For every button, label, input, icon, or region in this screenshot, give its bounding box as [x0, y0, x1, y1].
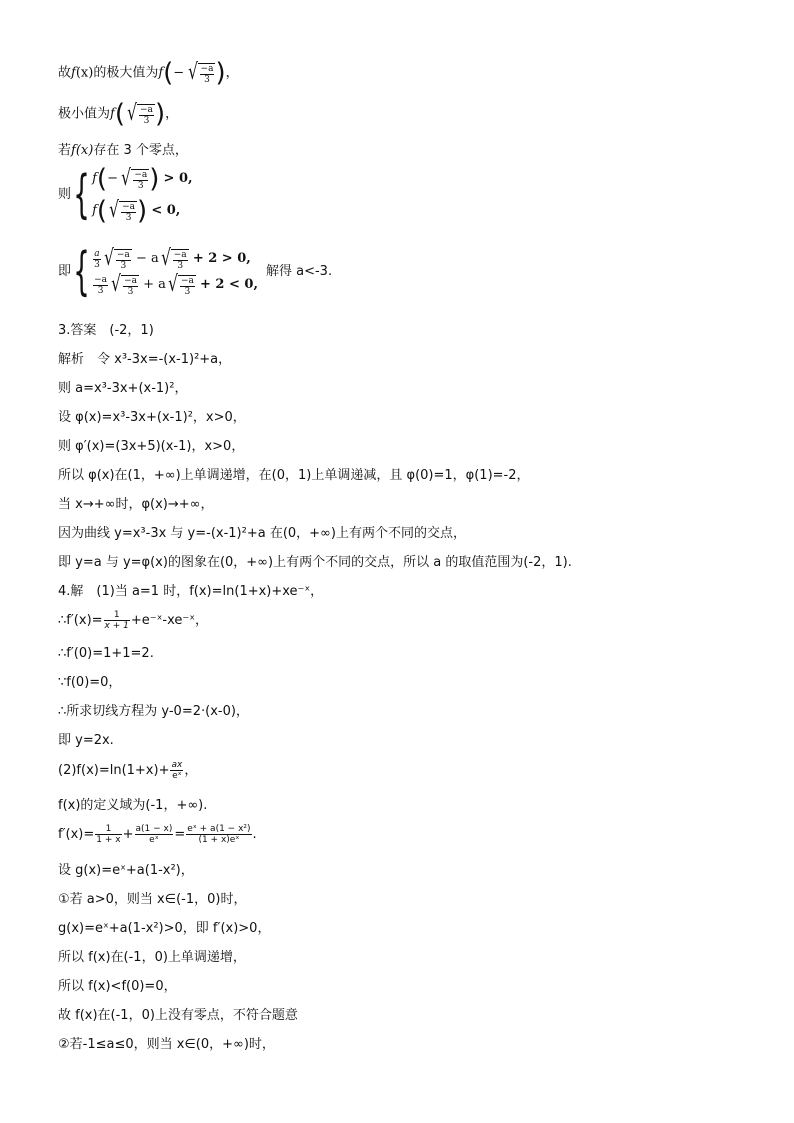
text-line: ∴所求切线方程为 y-0=2·(x-0)，	[58, 704, 249, 719]
condition-row-2: f ( √ $\frac{-a}{3}$ ) < 0,	[92, 196, 181, 226]
text-line: 所以 f(x)<f(0)=0，	[58, 979, 177, 994]
text-line: 则 a=x³-3x+(x-1)²，	[58, 381, 188, 396]
text-line: 则 φ′(x)=(3x+5)(x-1)，x>0，	[58, 439, 245, 454]
text-line: 所以 φ(x)在(1，+∞)上单调递增，在(0，1)上单调递减，且 φ(0)=1，φ(1)=-2，	[58, 468, 530, 483]
text-line: 解析 令 x³-3x=-(x-1)²+a，	[58, 352, 232, 367]
text-line: 因为曲线 y=x³-3x 与 y=-(x-1)²+a 在(0，+∞)上有两个不同的交点，	[58, 526, 466, 541]
three-zeros-line: 若f(x)存在 3 个零点，	[58, 143, 188, 158]
text-line: 即 y=a 与 y=φ(x)的图象在(0，+∞)上有两个不同的交点，所以 a 的取值范围为(-2，1).	[58, 555, 572, 570]
text-line: 故 f(x)在(-1，0)上没有零点，不符合题意	[58, 1008, 298, 1023]
min-value-line: 极小值为f( √ $\frac{-a}{3}$ )，	[58, 99, 179, 129]
function-definition-line: (2)f(x)=ln(1+x)+ $\frac{ax}{\text{eˣ}}$ ，	[58, 760, 198, 781]
text-line: g(x)=eˣ+a(1-x²)>0，即 f′(x)>0，	[58, 921, 271, 936]
text-line: 4.解 (1)当 a=1 时，f(x)=ln(1+x)+xe⁻ˣ，	[58, 584, 324, 599]
text-line: 设 φ(x)=x³-3x+(x-1)²，x>0，	[58, 410, 246, 425]
text-line: ②若-1≤a≤0，则当 x∈(0，+∞)时，	[58, 1037, 275, 1052]
text-line: ∵f(0)=0，	[58, 675, 122, 690]
text-line: ①若 a>0，则当 x∈(-1，0)时，	[58, 892, 247, 907]
inequality-row-2: $\frac{-a}{3}$ √ $\frac{-a}{3}$ + a √ $\frac{-a}{3}$ + 2 < 0,	[94, 272, 258, 297]
text-line: 即 y=2x.	[58, 733, 114, 748]
derivative-fraction-line: f′(x)= $\frac{1}{1 + x}$ + $\frac{a(1 - x)}{\text{eˣ}}$ = $\frac{\text{eˣ + a(1 − x²)}}{\text{(1 + x)eˣ}}$ .	[58, 824, 257, 845]
inequality-system: 即 { $\frac{a}{3}$ √ $\frac{-a}{3}$ − a √ $\frac{-a}{3}$ + 2 > 0, $\frac{-a}{3}$ √ $\frac{-a}{3}$ + a √ $\frac{-a}{3}$ + 2 < 0, 解得 a<-3.	[58, 242, 333, 302]
derivative-line: ∴f′(x)= $\frac{1}{x + 1}$ +e⁻ˣ-xe⁻ˣ，	[58, 610, 208, 631]
text-line: 当 x→+∞时，φ(x)→+∞，	[58, 497, 214, 512]
max-value-line: 故f(x)的极大值为f(− √ $\frac{-a}{3}$ )，	[58, 58, 239, 88]
condition-system: 则 { f ( − √ $\frac{-a}{3}$ ) > 0, f ( √ $\frac{-a}{3}$ ) < 0,	[58, 164, 193, 226]
condition-row-1: f ( − √ $\frac{-a}{3}$ ) > 0,	[92, 164, 193, 194]
text-line: 设 g(x)=eˣ+a(1-x²)，	[58, 863, 194, 878]
domain-line: f(x)的定义域为(-1，+∞).	[58, 798, 208, 813]
text-line: ∴f′(0)=1+1=2.	[58, 646, 154, 661]
text-line: 3.答案 (-2，1)	[58, 323, 154, 338]
inequality-row-1: $\frac{a}{3}$ √ $\frac{-a}{3}$ − a √ $\frac{-a}{3}$ + 2 > 0,	[94, 246, 251, 271]
text-line: 所以 f(x)在(-1，0)上单调递增，	[58, 950, 246, 965]
